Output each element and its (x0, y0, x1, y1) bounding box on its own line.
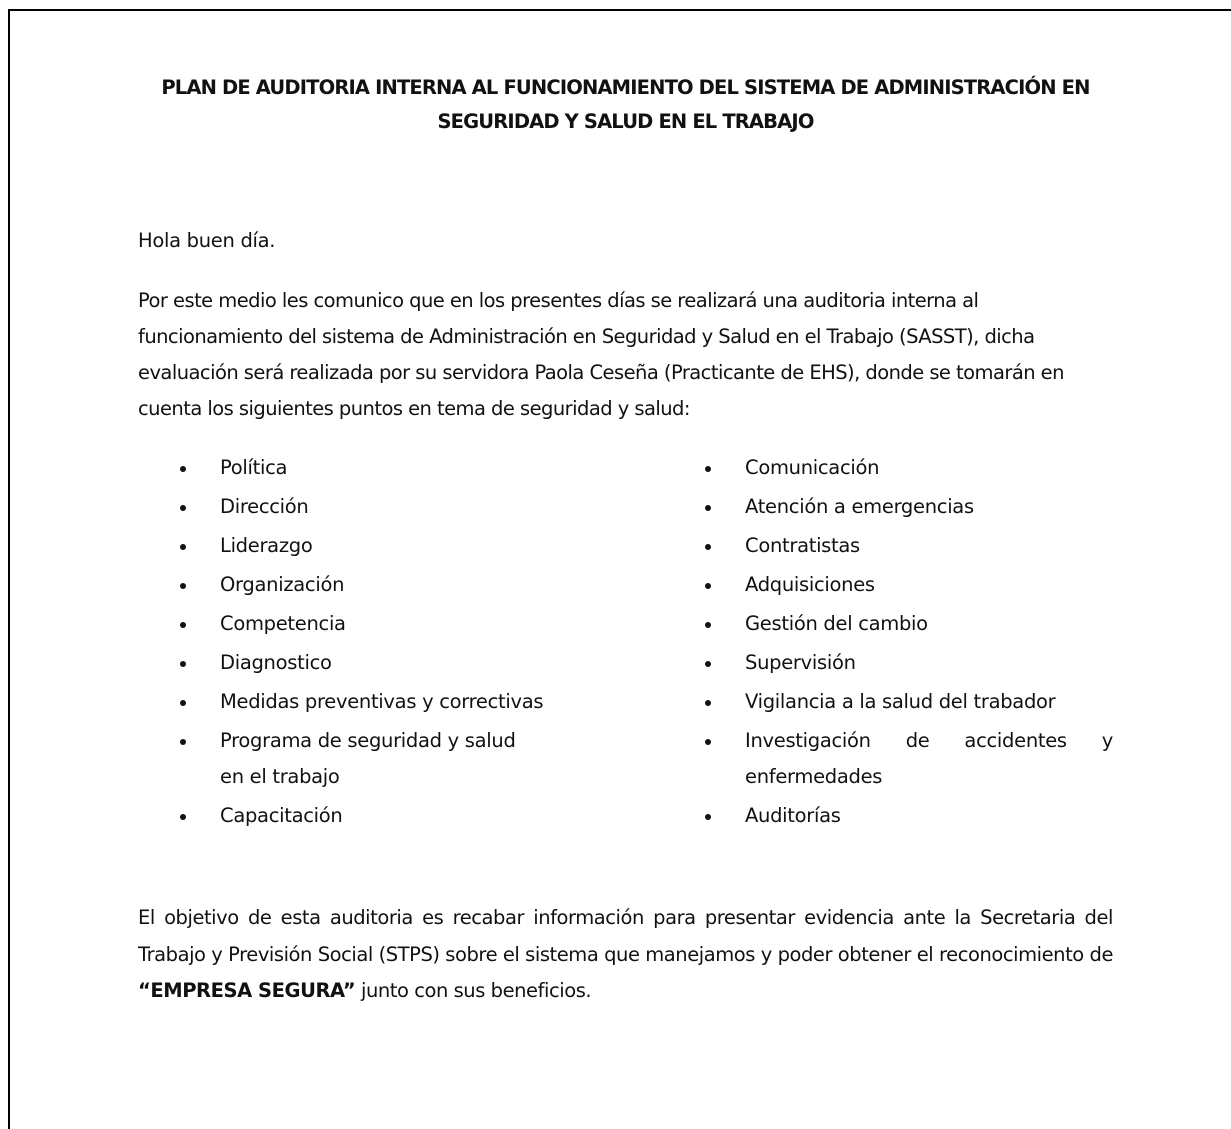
list-item: Capacitación (138, 798, 608, 834)
list-item: Adquisiciones (663, 567, 1113, 603)
list-item: Comunicación (663, 450, 1113, 486)
closing-text-end: junto con sus beneficios. (355, 979, 592, 1002)
list-item: Gestión del cambio (663, 606, 1113, 642)
list-item: Programa de seguridad y salud en el trabajo (138, 723, 608, 795)
list-item: Política (138, 450, 608, 486)
list-item: Diagnostico (138, 645, 608, 681)
list-item: Liderazgo (138, 528, 608, 564)
intro-paragraph: Por este medio les comunico que en los presentes días se realizará una auditoria interna al funcionamiento del sistema de Administración en Seguridad y Salud en el Trabajo (SASST), dicha evaluación será realizada por su servidora Paola Ceseña (Practicante de EHS), donde se tomarán en cuenta los siguientes puntos en tema de seguridad y salud: (138, 289, 1064, 420)
list-item: Atención a emergencias (663, 489, 1113, 525)
list-item: Medidas preventivas y correctivas (138, 684, 608, 720)
closing-paragraph (138, 900, 1113, 1010)
list-item: Supervisión (663, 645, 1113, 681)
audit-points-right-list (663, 450, 1113, 837)
list-item: Contratistas (663, 528, 1113, 564)
list-item: Competencia (138, 606, 608, 642)
list-item: Auditorías (663, 798, 1113, 834)
list-item: Investigación de accidentes y enfermedades (663, 723, 1113, 795)
greeting-text: Hola buen día. (138, 229, 276, 252)
list-item: Organización (138, 567, 608, 603)
highlighted-recognition: “EMPRESA SEGURA” (138, 979, 356, 1002)
list-item: Vigilancia a la salud del trabador (663, 684, 1113, 720)
audit-points-left-list (138, 450, 608, 837)
list-item: Dirección (138, 489, 608, 525)
closing-text-start: El objetivo de esta auditoria es recabar información para presentar evidencia ante la Secretaria del Trabajo y Previsión Social (STPS) sobre el sistema que manejamos y poder obtener el reconocimiento de (138, 906, 1113, 966)
document-title: PLAN DE AUDITORIA INTERNA AL FUNCIONAMIENTO DEL SISTEMA DE ADMINISTRACIÓN EN SEGURIDAD Y SALUD EN EL TRABAJO (161, 76, 1090, 133)
